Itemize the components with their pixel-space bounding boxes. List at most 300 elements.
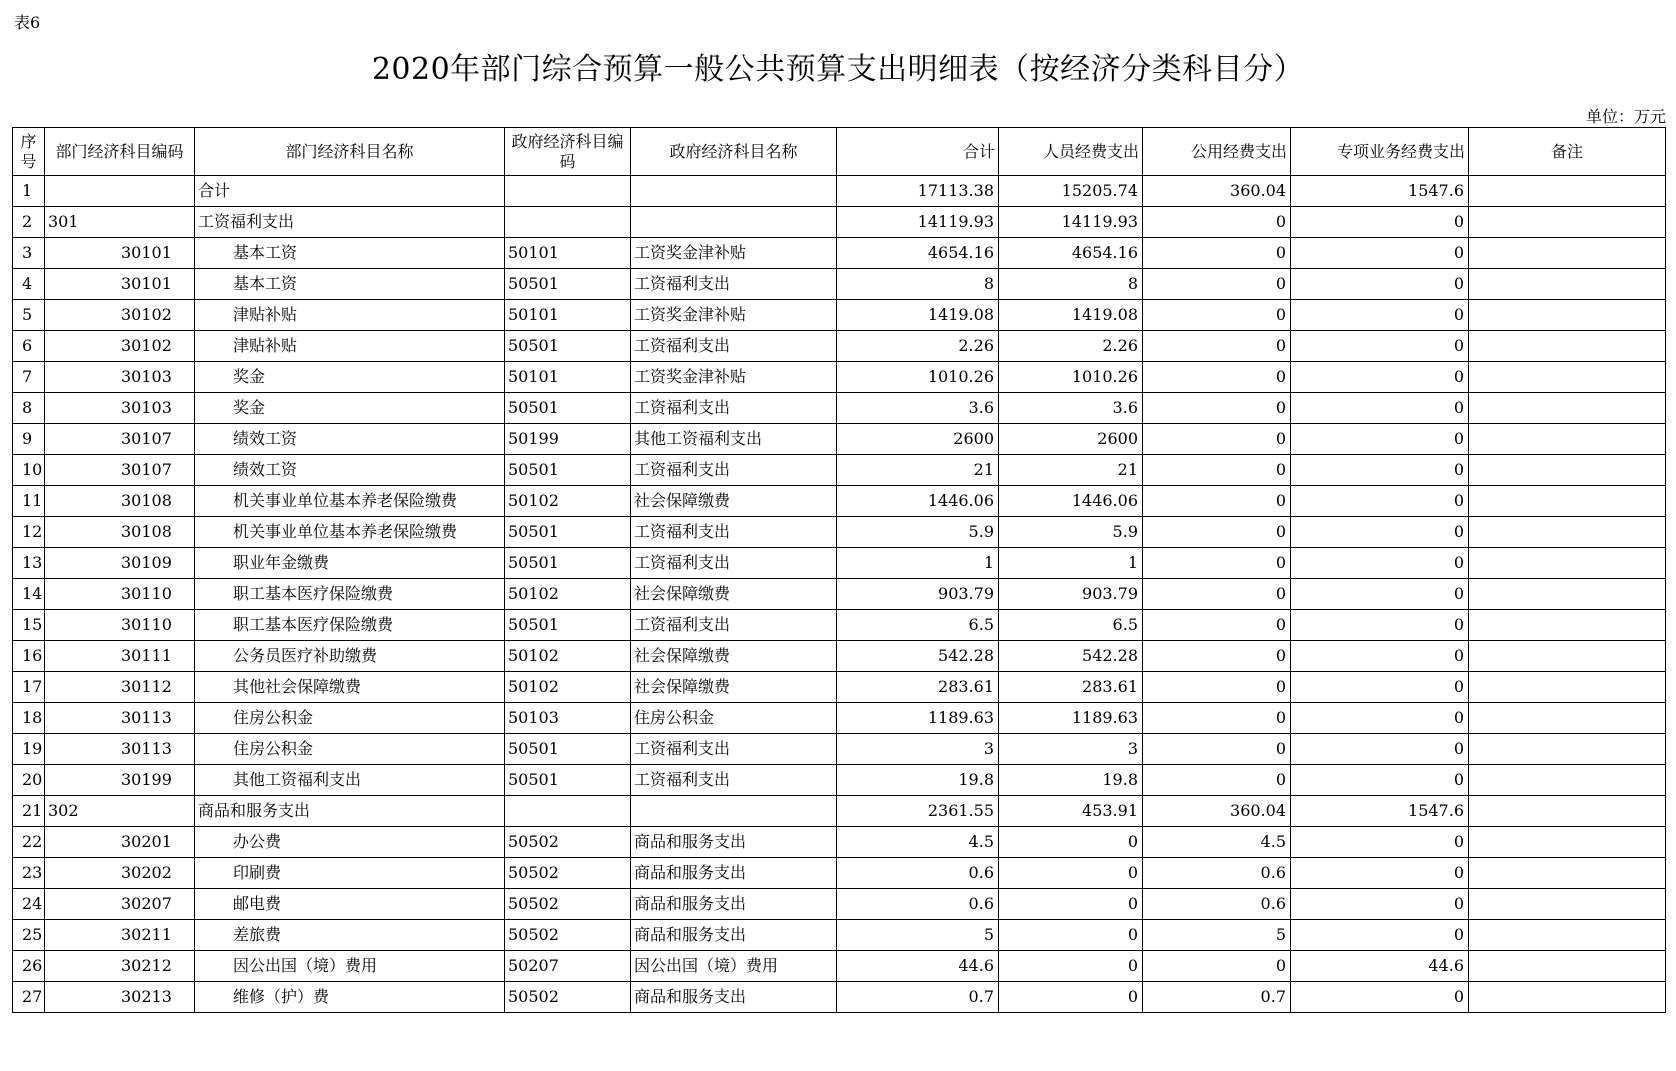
cell-gov-name: 工资福利支出 [631, 269, 837, 300]
cell-dept-name: 邮电费 [195, 889, 505, 920]
table-row [13, 424, 1666, 455]
cell-seq: 10 [13, 455, 45, 486]
table-row [13, 765, 1666, 796]
cell-public: 0 [1143, 424, 1291, 455]
cell-personnel: 0 [999, 951, 1143, 982]
cell-gov-name: 工资奖金津补贴 [631, 362, 837, 393]
cell-remark [1469, 269, 1666, 300]
cell-gov-code [505, 207, 631, 238]
cell-gov-name: 工资福利支出 [631, 331, 837, 362]
cell-dept-name: 津贴补贴 [195, 300, 505, 331]
cell-special: 0 [1291, 610, 1469, 641]
cell-personnel: 19.8 [999, 765, 1143, 796]
cell-total: 0.7 [837, 982, 999, 1013]
cell-remark [1469, 796, 1666, 827]
cell-seq: 25 [13, 920, 45, 951]
cell-gov-name: 社会保障缴费 [631, 579, 837, 610]
cell-total: 1010.26 [837, 362, 999, 393]
cell-remark [1469, 982, 1666, 1013]
cell-gov-code [505, 796, 631, 827]
cell-total: 8 [837, 269, 999, 300]
cell-remark [1469, 610, 1666, 641]
table-row [13, 796, 1666, 827]
cell-personnel: 15205.74 [999, 176, 1143, 207]
cell-dept-name: 职工基本医疗保险缴费 [195, 610, 505, 641]
cell-dept-code: 30112 [45, 672, 195, 703]
cell-seq: 3 [13, 238, 45, 269]
cell-gov-name: 工资福利支出 [631, 455, 837, 486]
cell-dept-code: 30102 [45, 331, 195, 362]
cell-public: 0.6 [1143, 889, 1291, 920]
table-row [13, 207, 1666, 238]
cell-personnel: 0 [999, 827, 1143, 858]
table-row [13, 734, 1666, 765]
cell-dept-name: 印刷费 [195, 858, 505, 889]
cell-special: 1547.6 [1291, 796, 1469, 827]
cell-total: 1419.08 [837, 300, 999, 331]
cell-gov-code: 50501 [505, 765, 631, 796]
table-row [13, 362, 1666, 393]
cell-special: 0 [1291, 579, 1469, 610]
cell-special: 0 [1291, 424, 1469, 455]
cell-total: 4.5 [837, 827, 999, 858]
cell-personnel: 6.5 [999, 610, 1143, 641]
page-title: 2020年部门综合预算一般公共预算支出明细表（按经济分类科目分） [371, 52, 1305, 87]
cell-dept-name: 奖金 [195, 362, 505, 393]
cell-remark [1469, 765, 1666, 796]
cell-special: 0 [1291, 672, 1469, 703]
cell-remark [1469, 548, 1666, 579]
cell-gov-name: 商品和服务支出 [631, 920, 837, 951]
cell-gov-name: 商品和服务支出 [631, 982, 837, 1013]
cell-gov-name [631, 796, 837, 827]
cell-gov-name [631, 176, 837, 207]
cell-dept-name: 合计 [195, 176, 505, 207]
header-dept-name: 部门经济科目名称 [195, 128, 505, 176]
cell-dept-name: 住房公积金 [195, 703, 505, 734]
cell-dept-name: 住房公积金 [195, 734, 505, 765]
cell-dept-code: 30201 [45, 827, 195, 858]
cell-gov-name: 工资福利支出 [631, 610, 837, 641]
cell-dept-code: 30102 [45, 300, 195, 331]
cell-special: 0 [1291, 765, 1469, 796]
cell-seq: 18 [13, 703, 45, 734]
cell-gov-name: 工资福利支出 [631, 734, 837, 765]
cell-total: 903.79 [837, 579, 999, 610]
cell-special: 0 [1291, 703, 1469, 734]
cell-special: 0 [1291, 207, 1469, 238]
cell-public: 0 [1143, 672, 1291, 703]
cell-special: 0 [1291, 455, 1469, 486]
cell-gov-code: 50207 [505, 951, 631, 982]
cell-public: 0 [1143, 951, 1291, 982]
table-row [13, 641, 1666, 672]
expenditure-table [12, 127, 1666, 1013]
cell-special: 0 [1291, 393, 1469, 424]
cell-total: 2600 [837, 424, 999, 455]
cell-total: 4654.16 [837, 238, 999, 269]
cell-remark [1469, 176, 1666, 207]
cell-personnel: 1010.26 [999, 362, 1143, 393]
cell-gov-name: 工资福利支出 [631, 765, 837, 796]
cell-gov-name: 商品和服务支出 [631, 889, 837, 920]
table-row [13, 393, 1666, 424]
cell-remark [1469, 703, 1666, 734]
cell-remark [1469, 641, 1666, 672]
cell-gov-code: 50501 [505, 269, 631, 300]
cell-dept-code: 301 [45, 207, 195, 238]
header-special: 专项业务经费支出 [1291, 128, 1469, 176]
cell-total: 6.5 [837, 610, 999, 641]
cell-remark [1469, 424, 1666, 455]
cell-dept-code: 30199 [45, 765, 195, 796]
cell-gov-name: 其他工资福利支出 [631, 424, 837, 455]
cell-gov-name [631, 207, 837, 238]
table-row [13, 920, 1666, 951]
cell-special: 0 [1291, 889, 1469, 920]
cell-dept-code: 30207 [45, 889, 195, 920]
cell-gov-name: 社会保障缴费 [631, 641, 837, 672]
table-row [13, 238, 1666, 269]
cell-dept-name: 津贴补贴 [195, 331, 505, 362]
cell-total: 0.6 [837, 858, 999, 889]
table-row [13, 672, 1666, 703]
cell-dept-code: 30113 [45, 734, 195, 765]
cell-gov-code: 50102 [505, 672, 631, 703]
cell-seq: 5 [13, 300, 45, 331]
cell-gov-code: 50102 [505, 579, 631, 610]
cell-personnel: 1 [999, 548, 1143, 579]
cell-gov-code: 50501 [505, 610, 631, 641]
cell-remark [1469, 300, 1666, 331]
cell-gov-code: 50102 [505, 641, 631, 672]
cell-gov-code: 50501 [505, 517, 631, 548]
cell-personnel: 0 [999, 858, 1143, 889]
cell-gov-code: 50502 [505, 858, 631, 889]
cell-public: 0 [1143, 486, 1291, 517]
header-gov-code: 政府经济科目编码 [505, 128, 631, 176]
cell-special: 0 [1291, 331, 1469, 362]
cell-seq: 19 [13, 734, 45, 765]
cell-gov-code: 50501 [505, 455, 631, 486]
cell-personnel: 0 [999, 982, 1143, 1013]
cell-remark [1469, 827, 1666, 858]
cell-public: 360.04 [1143, 796, 1291, 827]
cell-personnel: 1419.08 [999, 300, 1143, 331]
cell-gov-code: 50502 [505, 920, 631, 951]
cell-gov-name: 商品和服务支出 [631, 858, 837, 889]
cell-public: 0.7 [1143, 982, 1291, 1013]
cell-personnel: 1189.63 [999, 703, 1143, 734]
cell-public: 0 [1143, 238, 1291, 269]
cell-public: 0 [1143, 331, 1291, 362]
cell-gov-code: 50501 [505, 393, 631, 424]
cell-dept-code: 30108 [45, 517, 195, 548]
cell-dept-name: 其他工资福利支出 [195, 765, 505, 796]
cell-public: 0 [1143, 579, 1291, 610]
header-personnel: 人员经费支出 [999, 128, 1143, 176]
table-row [13, 827, 1666, 858]
cell-special: 1547.6 [1291, 176, 1469, 207]
cell-public: 4.5 [1143, 827, 1291, 858]
table-body [13, 176, 1666, 1013]
cell-dept-name: 奖金 [195, 393, 505, 424]
cell-public: 0 [1143, 300, 1291, 331]
cell-personnel: 903.79 [999, 579, 1143, 610]
cell-remark [1469, 858, 1666, 889]
cell-special: 0 [1291, 486, 1469, 517]
cell-personnel: 2.26 [999, 331, 1143, 362]
cell-dept-code: 30211 [45, 920, 195, 951]
cell-dept-code: 30202 [45, 858, 195, 889]
cell-remark [1469, 889, 1666, 920]
cell-gov-name: 社会保障缴费 [631, 486, 837, 517]
header-total: 合计 [837, 128, 999, 176]
cell-special: 44.6 [1291, 951, 1469, 982]
cell-personnel: 2600 [999, 424, 1143, 455]
cell-special: 0 [1291, 362, 1469, 393]
cell-total: 21 [837, 455, 999, 486]
cell-seq: 17 [13, 672, 45, 703]
cell-seq: 20 [13, 765, 45, 796]
cell-dept-code [45, 176, 195, 207]
cell-special: 0 [1291, 269, 1469, 300]
cell-seq: 23 [13, 858, 45, 889]
cell-total: 5.9 [837, 517, 999, 548]
table-row [13, 610, 1666, 641]
cell-seq: 27 [13, 982, 45, 1013]
table-row [13, 579, 1666, 610]
cell-dept-code: 30111 [45, 641, 195, 672]
cell-seq: 11 [13, 486, 45, 517]
cell-personnel: 4654.16 [999, 238, 1143, 269]
cell-public: 0 [1143, 548, 1291, 579]
cell-total: 542.28 [837, 641, 999, 672]
cell-gov-name: 工资奖金津补贴 [631, 238, 837, 269]
cell-dept-name: 公务员医疗补助缴费 [195, 641, 505, 672]
cell-total: 3 [837, 734, 999, 765]
table-row [13, 486, 1666, 517]
cell-total: 1189.63 [837, 703, 999, 734]
cell-total: 2.26 [837, 331, 999, 362]
cell-dept-code: 30103 [45, 393, 195, 424]
cell-seq: 9 [13, 424, 45, 455]
cell-dept-code: 30108 [45, 486, 195, 517]
cell-dept-name: 绩效工资 [195, 455, 505, 486]
cell-dept-name: 基本工资 [195, 238, 505, 269]
cell-dept-code: 30212 [45, 951, 195, 982]
cell-personnel: 0 [999, 920, 1143, 951]
cell-public: 0 [1143, 207, 1291, 238]
cell-total: 1 [837, 548, 999, 579]
cell-dept-code: 30107 [45, 424, 195, 455]
cell-dept-code: 30103 [45, 362, 195, 393]
cell-public: 0 [1143, 269, 1291, 300]
table-header-row [13, 128, 1666, 176]
cell-dept-code: 30101 [45, 269, 195, 300]
cell-public: 0 [1143, 765, 1291, 796]
table-row [13, 703, 1666, 734]
cell-seq: 22 [13, 827, 45, 858]
cell-dept-code: 302 [45, 796, 195, 827]
table-row [13, 269, 1666, 300]
cell-seq: 6 [13, 331, 45, 362]
cell-remark [1469, 920, 1666, 951]
cell-dept-code: 30109 [45, 548, 195, 579]
cell-total: 14119.93 [837, 207, 999, 238]
cell-dept-name: 维修（护）费 [195, 982, 505, 1013]
cell-total: 283.61 [837, 672, 999, 703]
cell-personnel: 5.9 [999, 517, 1143, 548]
cell-total: 19.8 [837, 765, 999, 796]
cell-dept-code: 30110 [45, 610, 195, 641]
cell-dept-code: 30110 [45, 579, 195, 610]
cell-personnel: 8 [999, 269, 1143, 300]
cell-special: 0 [1291, 641, 1469, 672]
cell-remark [1469, 579, 1666, 610]
cell-dept-name: 办公费 [195, 827, 505, 858]
cell-public: 0 [1143, 362, 1291, 393]
cell-seq: 24 [13, 889, 45, 920]
cell-special: 0 [1291, 238, 1469, 269]
cell-gov-name: 因公出国（境）费用 [631, 951, 837, 982]
cell-remark [1469, 207, 1666, 238]
cell-special: 0 [1291, 827, 1469, 858]
cell-seq: 13 [13, 548, 45, 579]
cell-seq: 1 [13, 176, 45, 207]
cell-personnel: 3 [999, 734, 1143, 765]
cell-gov-code: 50103 [505, 703, 631, 734]
cell-seq: 4 [13, 269, 45, 300]
cell-remark [1469, 672, 1666, 703]
cell-special: 0 [1291, 982, 1469, 1013]
cell-public: 0 [1143, 641, 1291, 672]
header-seq: 序号 [13, 128, 45, 176]
table-row [13, 455, 1666, 486]
table-row [13, 331, 1666, 362]
cell-special: 0 [1291, 734, 1469, 765]
cell-dept-name: 商品和服务支出 [195, 796, 505, 827]
cell-personnel: 283.61 [999, 672, 1143, 703]
cell-gov-code: 50502 [505, 889, 631, 920]
cell-dept-code: 30113 [45, 703, 195, 734]
table-row [13, 176, 1666, 207]
cell-remark [1469, 455, 1666, 486]
cell-gov-code: 50199 [505, 424, 631, 455]
table-number-label: 表6 [14, 13, 41, 32]
cell-gov-name: 工资福利支出 [631, 393, 837, 424]
cell-dept-name: 其他社会保障缴费 [195, 672, 505, 703]
cell-total: 2361.55 [837, 796, 999, 827]
cell-remark [1469, 517, 1666, 548]
cell-public: 360.04 [1143, 176, 1291, 207]
cell-seq: 21 [13, 796, 45, 827]
cell-public: 0 [1143, 703, 1291, 734]
cell-gov-name: 工资福利支出 [631, 517, 837, 548]
cell-gov-code: 50502 [505, 827, 631, 858]
cell-seq: 15 [13, 610, 45, 641]
cell-remark [1469, 331, 1666, 362]
cell-personnel: 1446.06 [999, 486, 1143, 517]
cell-gov-code: 50502 [505, 982, 631, 1013]
cell-gov-code [505, 176, 631, 207]
cell-seq: 14 [13, 579, 45, 610]
header-public: 公用经费支出 [1143, 128, 1291, 176]
cell-dept-name: 因公出国（境）费用 [195, 951, 505, 982]
cell-dept-name: 职业年金缴费 [195, 548, 505, 579]
cell-gov-name: 商品和服务支出 [631, 827, 837, 858]
unit-label: 单位：万元 [1585, 107, 1666, 126]
cell-gov-name: 社会保障缴费 [631, 672, 837, 703]
cell-gov-code: 50101 [505, 238, 631, 269]
cell-public: 0 [1143, 610, 1291, 641]
cell-public: 5 [1143, 920, 1291, 951]
cell-public: 0 [1143, 393, 1291, 424]
cell-special: 0 [1291, 300, 1469, 331]
cell-total: 5 [837, 920, 999, 951]
cell-gov-name: 工资福利支出 [631, 548, 837, 579]
header-remark: 备注 [1469, 128, 1666, 176]
cell-dept-code: 30107 [45, 455, 195, 486]
cell-gov-name: 工资奖金津补贴 [631, 300, 837, 331]
cell-gov-code: 50102 [505, 486, 631, 517]
cell-total: 1446.06 [837, 486, 999, 517]
table-row [13, 982, 1666, 1013]
cell-remark [1469, 486, 1666, 517]
cell-personnel: 542.28 [999, 641, 1143, 672]
table-row [13, 300, 1666, 331]
cell-seq: 12 [13, 517, 45, 548]
cell-personnel: 21 [999, 455, 1143, 486]
cell-special: 0 [1291, 548, 1469, 579]
cell-gov-code: 50501 [505, 548, 631, 579]
cell-dept-name: 基本工资 [195, 269, 505, 300]
table-row [13, 889, 1666, 920]
cell-seq: 8 [13, 393, 45, 424]
cell-gov-code: 50101 [505, 362, 631, 393]
cell-total: 44.6 [837, 951, 999, 982]
cell-gov-code: 50101 [505, 300, 631, 331]
cell-public: 0 [1143, 734, 1291, 765]
cell-seq: 2 [13, 207, 45, 238]
cell-gov-code: 50501 [505, 331, 631, 362]
cell-dept-name: 绩效工资 [195, 424, 505, 455]
cell-seq: 7 [13, 362, 45, 393]
cell-personnel: 14119.93 [999, 207, 1143, 238]
cell-personnel: 0 [999, 889, 1143, 920]
cell-special: 0 [1291, 920, 1469, 951]
table-row [13, 517, 1666, 548]
cell-remark [1469, 393, 1666, 424]
cell-total: 0.6 [837, 889, 999, 920]
cell-public: 0 [1143, 455, 1291, 486]
cell-dept-name: 机关事业单位基本养老保险缴费 [195, 517, 505, 548]
cell-special: 0 [1291, 517, 1469, 548]
header-dept-code: 部门经济科目编码 [45, 128, 195, 176]
cell-remark [1469, 362, 1666, 393]
cell-seq: 26 [13, 951, 45, 982]
table-row [13, 548, 1666, 579]
cell-remark [1469, 734, 1666, 765]
table-row [13, 858, 1666, 889]
table-row [13, 951, 1666, 982]
cell-personnel: 3.6 [999, 393, 1143, 424]
cell-public: 0 [1143, 517, 1291, 548]
cell-gov-name: 住房公积金 [631, 703, 837, 734]
cell-total: 3.6 [837, 393, 999, 424]
cell-dept-name: 机关事业单位基本养老保险缴费 [195, 486, 505, 517]
cell-remark [1469, 238, 1666, 269]
